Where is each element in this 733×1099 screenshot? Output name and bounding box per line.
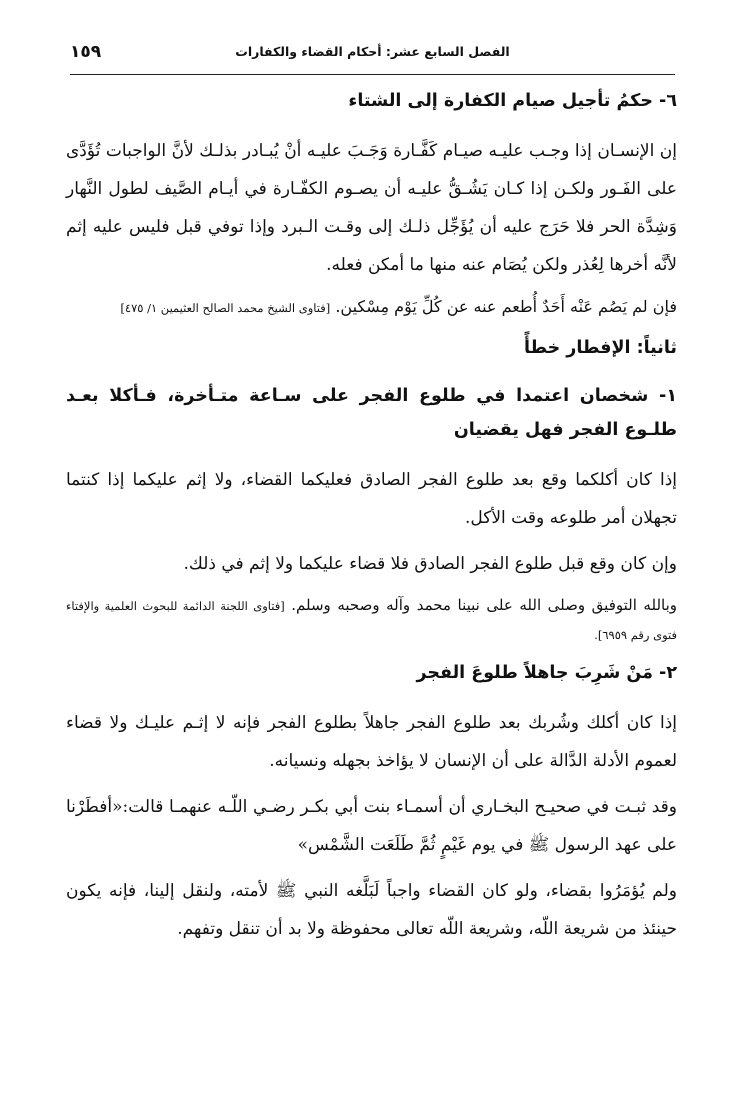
section-heading-postpone-expiation: ٦- حكمُ تأجيل صيام الكفارة إلى الشتاء [348,91,677,111]
section-heading-mistaken-breaking: ثانياً: الإفطار خطأً [523,338,677,358]
paragraph-feeding-poor [66,292,677,323]
feeding-text: فإن لم يَصُم عَنْه أَحَدٌ أُطعم عنه عن كُلِّ يَوْم مِسْكين. [330,297,677,316]
paragraph-eating-after-dawn: إذا كان أكلكما وقع بعد طلوع الفجر الصادق فعليكما القضاء، ولا إثم عليكما إذا كنتما تجهلان أمر طلوعه وقت الأكل. [66,470,677,528]
fatwa-source-permanent-committee: [فتاوى اللجنة الدائمة للبحوث العلمية والإفتاء فتوى رقم ٦٩٥٩]. [66,599,677,642]
page-number: ١٥٩ [70,42,102,62]
paragraph-eating-before-dawn: وإن كان وقع قبل طلوع الفجر الصادق فلا قضاء عليكما ولا إثم في ذلك. [183,554,677,574]
running-title: الفصل السابع عشر: أحكام القضاء والكفارات [235,44,510,59]
question-heading-late-clock: ١- شخصان اعتمدا في طلوع الفجر على سـاعة متـأخرة، فـأكلا بعـد طلـوع الفجر فهل يقضيان [66,386,677,440]
paragraph-sharia-preserved: ولم يُؤمَرُوا بقضاء، ولو كان القضاء واجباً لَبَلَّغه النبي ﷺ لأمته، ولنقل إلينا، فإنه يكون حينئذ من شريعة اللّه، وشريعة اللّه تعالى محفوظة ولا بد أن تنقل وتفهم. [66,881,677,939]
page-body [66,84,677,956]
paragraph-asma-hadith: وقد ثبـت في صحيـح البخـاري أن أسمـاء بنت أبي بكـر رضـي اللّـه عنهمـا قالت:«أفطَرْنا على عهد الرسول ﷺ في يوم غَيْمٍ ثُمَّ طَلَعَت الشَّمْس» [66,797,677,855]
paragraph-no-sin-no-qada: إذا كان أكلك وشُربك بعد طلوع الفجر جاهلاً بطلوع الفجر فإنه لا إثـم عليـك ولا قضاء لعموم الأدلة الدَّالة على أن الإنسان لا يؤاخذ بجهله ونسيانه. [66,713,677,771]
fatwa-source-uthaymeen: [فتاوى الشيخ محمد الصالح العثيمين ١/ ٤٧٥] [120,301,331,315]
page-header [70,42,675,75]
paragraph-expiation-fasting: إن الإنسـان إذا وجـب عليـه صيـام كَفَّـارة وَجَـبَ عليـه أنْ يُبـادر بذلـك لأنَّ الواجبات تُؤَدَّى على الفَـور ولكـن إذا كـان يَشُـقُّ عليـه أن يصـوم الكفّـارة في أيـام الصَّيف لطول النَّهار وَشِدَّة الحر فلا حَرَج عليه أن يُؤَجِّل ذلـك إلى وقـت الـبرد وإذا توفي قبل فليس عليه إثم لأنَّه أخرها لِعُذر ولكن يُصَام عنه منها ما أمكن فعله. [66,141,677,275]
paragraph-closing-prayer [66,591,677,650]
question-heading-drinking-unaware: ٢- مَنْ شَرِبَ جاهلاً طلوعَ الفجر [416,663,677,683]
closing-text: وبالله التوفيق وصلى الله على نبينا محمد وآله وصحبه وسلم. [284,596,678,614]
